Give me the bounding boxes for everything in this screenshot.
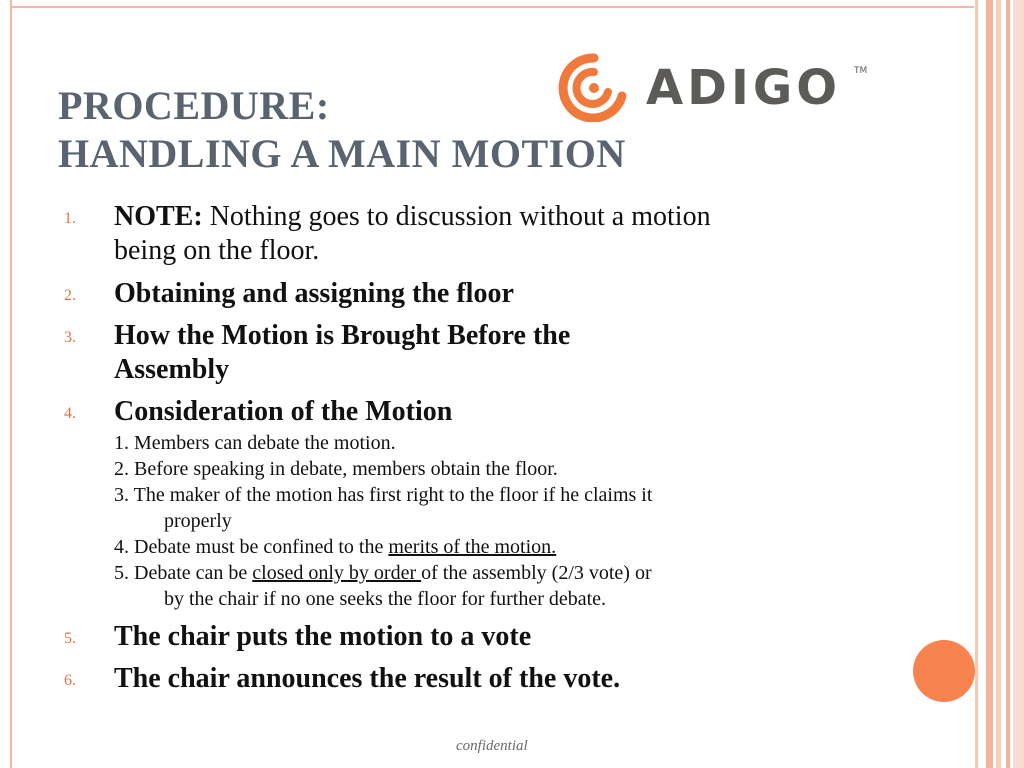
sub-item-continuation: properly: [164, 510, 232, 532]
sub-item-continuation: by the chair if no one seeks the floor for further debate.: [164, 588, 607, 610]
list-item-text: Nothing goes to discussion without a motion: [202, 201, 711, 232]
adigo-logo: [556, 52, 876, 122]
sub-item-text: 4. Debate must be confined to the: [114, 536, 389, 558]
list-item: The chair announces the result of the vote.: [114, 663, 621, 694]
sub-item: 2. Before speaking in debate, members obtain the floor.: [114, 458, 558, 480]
list-number: 2.: [64, 287, 76, 304]
sub-item-text: of the assembly (2/3 vote) or: [421, 562, 652, 584]
list-item: Obtaining and assigning the floor: [114, 278, 514, 309]
decorative-circle: [913, 640, 975, 702]
sub-list: [114, 430, 894, 612]
right-stripe: [996, 0, 1001, 768]
adigo-swirl-icon: [556, 52, 632, 122]
note-label: NOTE:: [114, 201, 203, 232]
footer-confidential: confidential: [456, 738, 528, 754]
sub-item-text: 5. Debate can be: [114, 562, 253, 584]
logo-wordmark: ADIGO: [646, 60, 842, 116]
right-stripe: [975, 0, 978, 768]
trademark-mark: TM: [854, 66, 868, 76]
list-number: 1.: [64, 210, 76, 227]
right-stripe: [1013, 0, 1024, 768]
left-border-line: [10, 0, 12, 768]
sub-item: 1. Members can debate the motion.: [114, 432, 396, 454]
sub-item: [114, 536, 556, 558]
list-item: Consideration of the Motion: [114, 396, 453, 427]
list-item-text: Assembly: [114, 354, 230, 385]
sub-item: 3. The maker of the motion has first right to the floor if he claims it: [114, 484, 653, 506]
right-stripe: [1006, 0, 1010, 768]
list-item: [114, 200, 884, 268]
list-number: 6.: [64, 672, 76, 689]
list-number: 4.: [64, 405, 76, 422]
sub-item: [114, 562, 652, 584]
underlined-text: closed only by order: [252, 562, 422, 584]
underlined-text: merits of the motion.: [388, 536, 557, 558]
slide-title: [58, 82, 626, 178]
title-line-2: HANDLING A MAIN MOTION: [58, 131, 626, 176]
list-number: 3.: [64, 329, 76, 346]
list-item: The chair puts the motion to a vote: [114, 621, 532, 652]
title-line-1: PROCEDURE:: [58, 83, 330, 128]
top-border-line: [10, 6, 974, 8]
right-stripe: [986, 0, 993, 768]
list-number: 5.: [64, 630, 76, 647]
list-item-text: being on the floor.: [114, 235, 320, 266]
list-item: [114, 319, 884, 387]
list-item-text: How the Motion is Brought Before the: [114, 320, 571, 351]
